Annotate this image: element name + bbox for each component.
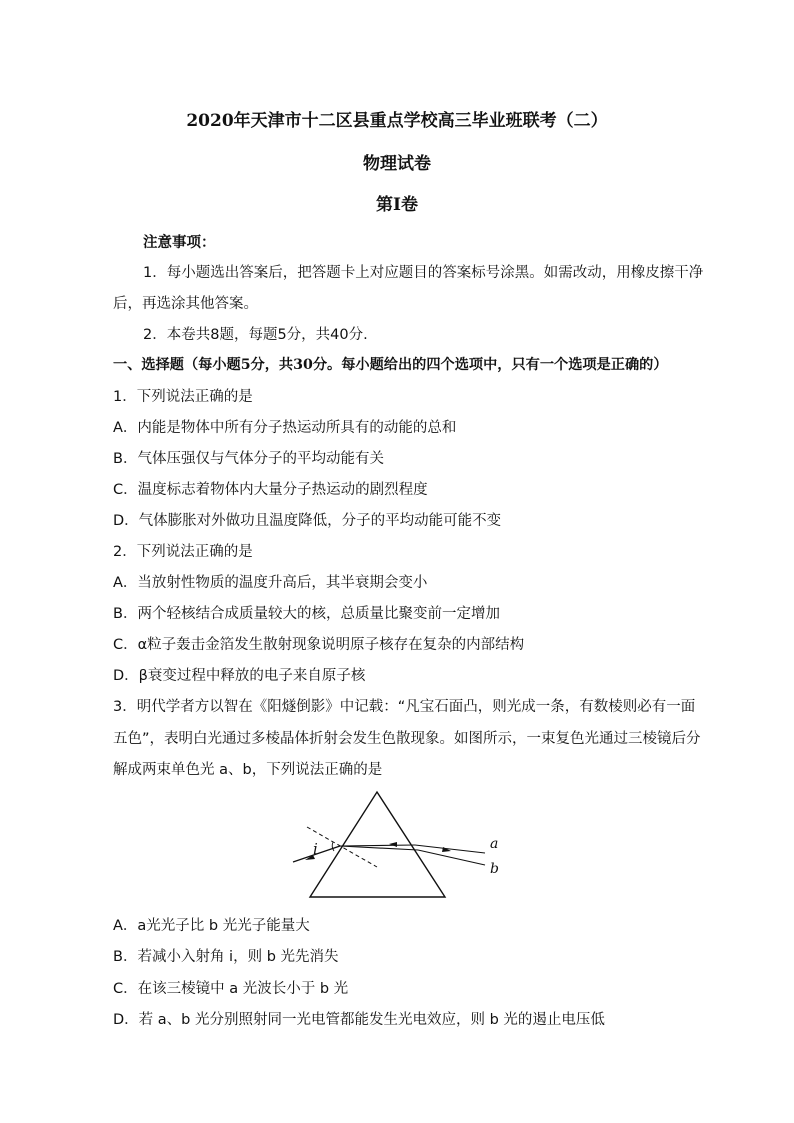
question-3-option-d: D．若 a、b 光分别照射同一光电管都能发生光电效应，则 b 光的遏止电压低: [113, 1012, 605, 1028]
notice-item-1-line-1: 1．每小题选出答案后，把答题卡上对应题目的答案标号涂黑。如需改动，用橡皮擦干净: [143, 265, 704, 281]
section-heading: 一、选择题（每小题5分，共30分。每小题给出的四个选项中，只有一个选项是正确的）: [113, 357, 668, 373]
question-1-stem: 1．下列说法正确的是: [113, 389, 253, 405]
question-1-option-a: A．内能是物体中所有分子热运动所具有的动能的总和: [113, 420, 457, 436]
inner-arrow: [389, 842, 397, 847]
refracted-ray-a: [340, 845, 415, 846]
ray-label-b: b: [490, 861, 499, 877]
question-2-option-a: A．当放射性物质的温度升高后，其半衰期会变小: [113, 575, 428, 591]
question-1-option-c: C．温度标志着物体内大量分子热运动的剧烈程度: [113, 482, 428, 498]
question-2-option-c: C．α粒子轰击金箔发生散射现象说明原子核存在复杂的内部结构: [113, 637, 525, 653]
exam-volume: 第Ⅰ卷: [376, 195, 418, 215]
question-2-option-d: D．β衰变过程中释放的电子来自原子核: [113, 668, 366, 684]
prism-diagram: [285, 787, 510, 902]
exam-title: 2020年天津市十二区县重点学校高三毕业班联考（二）: [186, 111, 608, 131]
question-3-option-b: B．若减小入射角 i，则 b 光先消失: [113, 949, 339, 965]
question-3-stem-line-3: 解成两束单色光 a、b，下列说法正确的是: [113, 762, 383, 778]
question-3-option-c: C．在该三棱镜中 a 光波长小于 b 光: [113, 981, 349, 997]
question-2-stem: 2．下列说法正确的是: [113, 544, 253, 560]
question-1-option-b: B．气体压强仅与气体分子的平均动能有关: [113, 451, 384, 467]
ray-label-a: a: [490, 836, 499, 852]
question-1-option-d: D．气体膨胀对外做功且温度降低，分子的平均动能可能不变: [113, 513, 502, 529]
angle-label-i: i: [313, 840, 318, 858]
question-3-stem-line-2: 五色”，表明白光通过多棱晶体折射会发生色散现象。如图所示，一束复色光通过三棱镜后分: [113, 731, 701, 747]
notice-item-2: 2．本卷共8题，每题5分，共40分.: [143, 327, 368, 343]
refracted-ray-b: [340, 846, 418, 850]
angle-arc: [332, 842, 334, 851]
notice-item-1-line-2: 后，再选涂其他答案。: [113, 296, 258, 312]
question-2-option-b: B．两个轻核结合成质量较大的核，总质量比聚变前一定增加: [113, 606, 500, 622]
question-3-option-a: A．a光光子比 b 光光子能量大: [113, 918, 310, 934]
notice-heading: 注意事项：: [143, 234, 216, 251]
exam-subject: 物理试卷: [363, 154, 431, 174]
question-3-stem-line-1: 3．明代学者方以智在《阳燧倒影》中记载：“凡宝石面凸，则光成一条，有数棱则必有一面: [113, 699, 696, 715]
prism-triangle: [310, 792, 445, 897]
